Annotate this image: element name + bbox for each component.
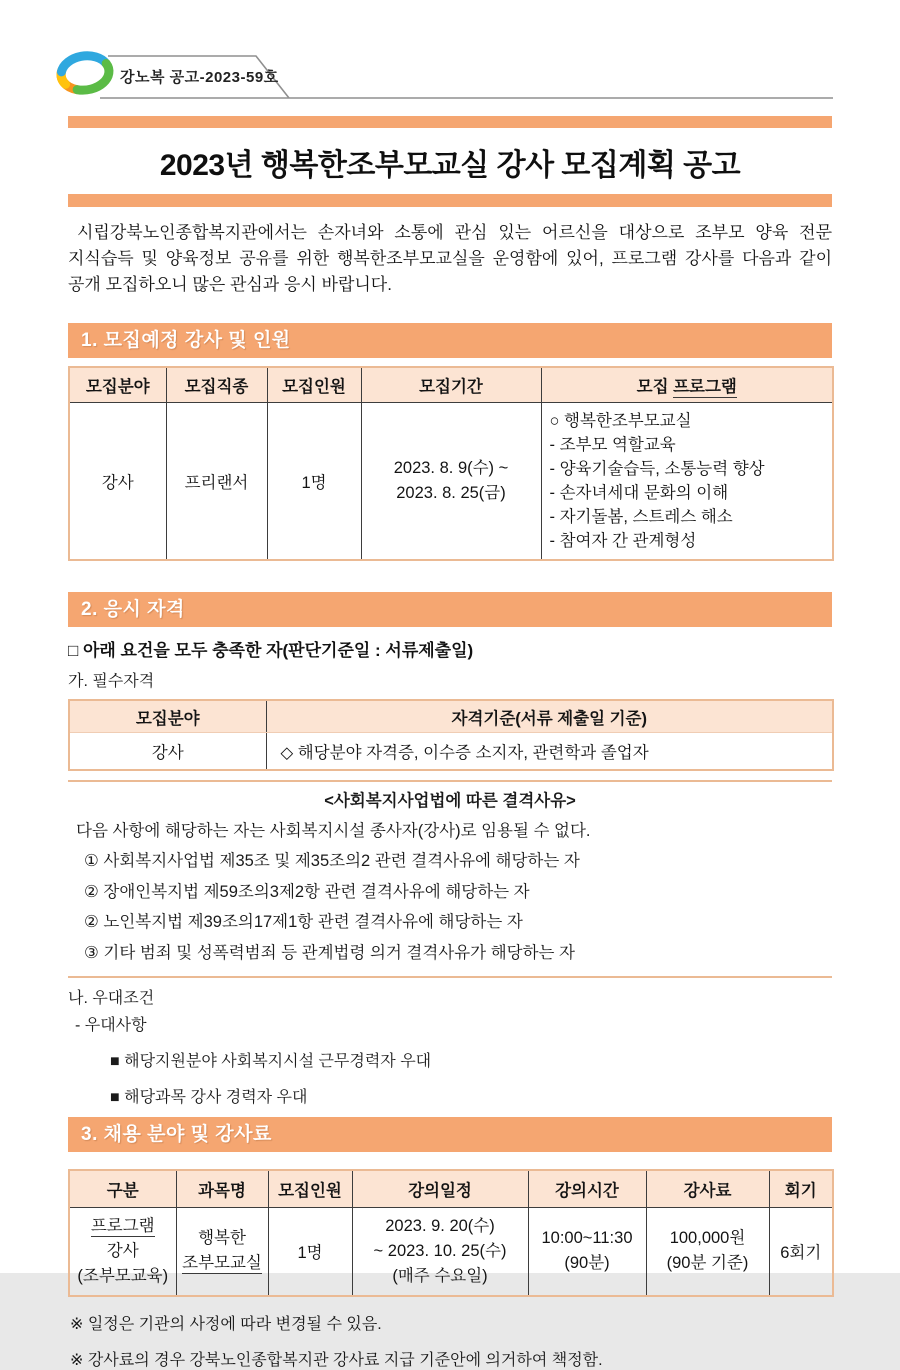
section-1-heading: 1. 모집예정 강사 및 인원 <box>68 323 832 358</box>
col-header-time: 강의시간 <box>528 1170 646 1207</box>
preference-label: - 우대사항 <box>75 1017 147 1035</box>
period-line-2: 2023. 8. 25(금) <box>396 483 506 502</box>
section-2-heading: 2. 응시 자격 <box>68 592 832 627</box>
qualification-table-row <box>69 733 833 771</box>
schedule-line-1: 2023. 9. 20(수) <box>385 1216 495 1235</box>
disqualification-title: <사회복지사업법에 따른 결격사유> <box>324 792 576 811</box>
disqualification-item: ① 사회복지사업법 제35조 및 제35조의2 관련 결격사유에 해당하는 자 <box>84 852 580 871</box>
cell-category <box>69 1207 176 1296</box>
cell-schedule <box>352 1207 528 1296</box>
organization-logo-icon <box>56 50 114 98</box>
schedule-line-3: (매주 수요일) <box>392 1266 488 1285</box>
section-3-heading: 3. 채용 분야 및 강사료 <box>68 1117 832 1152</box>
fee-line-1: 100,000원 <box>669 1229 746 1248</box>
sub-label-required: 가. 필수자격 <box>68 672 155 690</box>
fee-line-2: (90분 기준) <box>666 1254 749 1273</box>
program-line: - 양육기술습득, 소통능력 향상 <box>549 459 765 478</box>
col-header-period: 모집기간 <box>361 367 541 402</box>
col-header-criteria: 자격기준(서류 제출일 기준) <box>266 700 833 733</box>
col-header-subject: 과목명 <box>176 1170 268 1207</box>
cell-sessions: 6회기 <box>769 1207 833 1296</box>
qualification-table <box>68 699 834 772</box>
cell-time <box>528 1207 646 1296</box>
disqualification-box <box>68 780 832 978</box>
col-header-schedule: 강의일정 <box>352 1170 528 1207</box>
col-header-count: 모집인원 <box>268 1170 352 1207</box>
period-line-1: 2023. 8. 9(수) ~ <box>393 458 509 477</box>
category-line-1: 프로그램 <box>90 1216 155 1235</box>
time-line-1: 10:00~11:30 <box>541 1229 633 1248</box>
schedule-line-2: ~ 2023. 10. 25(수) <box>373 1241 507 1260</box>
title-top-rule <box>68 116 832 128</box>
header-tab-outline <box>0 0 900 112</box>
col-header-fee: 강사료 <box>646 1170 769 1207</box>
disqualification-item: ③ 기타 범죄 및 성폭력범죄 등 관계법령 의거 결격사유가 해당하는 자 <box>84 943 575 962</box>
footnote: ※ 강사료의 경우 강북노인종합복지관 강사료 지급 기준안에 의거하여 책정함. <box>70 1351 603 1369</box>
footnotes <box>68 1311 832 1370</box>
recruitment-table <box>68 366 834 561</box>
cell-field: 강사 <box>151 744 184 763</box>
cell-criteria: ◇ 해당분야 자격증, 이수증 소지자, 관련학과 졸업자 <box>266 733 833 771</box>
col-header-program-underlined: 프로그램 <box>673 378 737 397</box>
title-bottom-rule <box>68 194 832 207</box>
disqualification-item: ② 노인복지법 제39조의17제1항 관련 결격사유에 해당하는 자 <box>84 913 523 932</box>
col-header-category: 구분 <box>69 1170 176 1207</box>
col-header-field: 모집분야 <box>69 700 266 733</box>
fee-table-header-row <box>69 1170 833 1207</box>
col-header-field: 모집분야 <box>69 367 166 402</box>
program-line: - 손자녀세대 문화의 이해 <box>549 483 729 502</box>
cell-period <box>361 402 541 560</box>
category-line-3: (조부모교육) <box>77 1266 169 1285</box>
category-line-2: 강사 <box>106 1241 139 1260</box>
col-header-job-type: 모집직종 <box>166 367 267 402</box>
fee-table-row <box>69 1207 833 1296</box>
program-line: - 참여자 간 관계형성 <box>549 531 697 550</box>
subject-line-2: 조부모교실 <box>182 1254 262 1273</box>
col-header-program <box>541 367 833 402</box>
col-header-sessions: 회기 <box>769 1170 833 1207</box>
recruitment-table-row <box>69 402 833 560</box>
disqualification-intro: 다음 사항에 해당하는 자는 사회복지시설 종사자(강사)로 임용될 수 없다. <box>76 821 591 840</box>
preference-item: ■ 해당지원분야 사회복지시설 근무경력자 우대 <box>110 1053 432 1071</box>
cell-programs <box>541 402 833 560</box>
fee-table <box>68 1169 834 1297</box>
disqualification-item: ② 장애인복지법 제59조의3제2항 관련 결격사유에 해당하는 자 <box>84 882 530 901</box>
cell-count: 1명 <box>267 402 361 560</box>
requirement-line: □ 아래 요건을 모두 충족한 자(판단기준일 : 서류제출일) <box>68 640 474 660</box>
page-title: 2023년 행복한조부모교실 강사 모집계획 공고 <box>159 149 741 182</box>
cell-fee <box>646 1207 769 1296</box>
time-line-2: (90분) <box>564 1254 610 1273</box>
recruitment-table-header-row <box>69 367 833 402</box>
program-line: ○ 행복한조부모교실 <box>549 411 692 430</box>
col-header-program-prefix: 모집 <box>636 378 674 397</box>
program-line: - 조부모 역할교육 <box>549 435 676 454</box>
qualification-table-header-row <box>69 700 833 733</box>
cell-subject <box>176 1207 268 1296</box>
subject-line-1: 행복한 <box>198 1229 246 1248</box>
cell-field: 강사 <box>101 473 134 492</box>
footnote: ※ 일정은 기관의 사정에 따라 변경될 수 있음. <box>70 1315 382 1333</box>
page-header <box>0 0 900 112</box>
intro-paragraph: 시립강북노인종합복지관에서는 손자녀와 소통에 관심 있는 어르신을 대상으로 조부모 양육 전문 지식습득 및 양육정보 공유를 위한 행복한조부모교실을 운영함에 있어, 프로그램 강사를 다음과 같이 공개 모집하오니 많은 관심과 응시 바랍니다. <box>68 223 832 294</box>
preference-item: ■ 해당과목 강사 경력자 우대 <box>110 1089 308 1107</box>
cell-job-type: 프리랜서 <box>166 402 267 560</box>
document-number: 강노복 공고-2023-59호 <box>120 69 279 86</box>
col-header-count: 모집인원 <box>267 367 361 402</box>
program-line: - 자기돌봄, 스트레스 해소 <box>549 507 733 526</box>
sub-label-preference: 나. 우대조건 <box>68 990 155 1008</box>
cell-count: 1명 <box>268 1207 352 1296</box>
